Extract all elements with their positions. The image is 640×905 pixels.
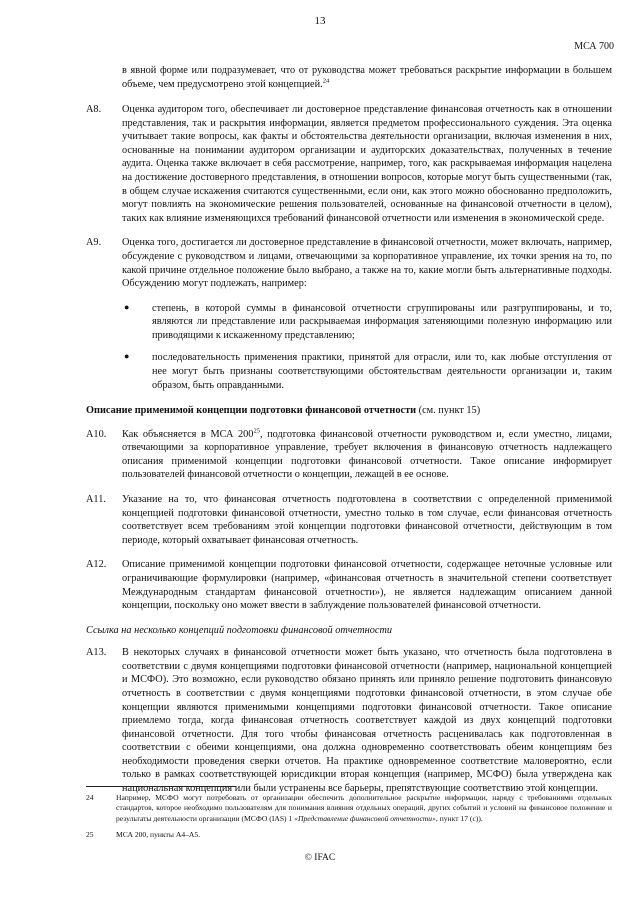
sub-heading: Ссылка на несколько концепций подготовки финансовой отчетности bbox=[86, 624, 393, 636]
paragraph-number: A12. bbox=[86, 559, 107, 571]
list-item-text: степень, в которой суммы в финансовой отчетности сгруппированы или разгруппированы, и то, являются ли представление или раскрываемая информация затеняющими полезную информацию или приводящими к искаженному представлению; bbox=[152, 302, 612, 341]
paragraph-number: A9. bbox=[86, 237, 102, 249]
document-body bbox=[86, 64, 612, 807]
list-item bbox=[122, 302, 612, 343]
footnote-25 bbox=[86, 830, 612, 840]
paragraph-a10 bbox=[86, 428, 612, 482]
paragraph-number: A13. bbox=[86, 647, 107, 659]
footnote-text: МСА 200, пункты A4–A5. bbox=[116, 829, 201, 839]
paragraph-text: Описание применимой концепции подготовки финансовой отчетности, содержащее неточные условные или ограничивающие формулировки (например, «финансовая отчетность в значительной степени соответствует Международным стандартам финансовой отчетности»), не является надлежащим описанием данной концепции, поскольку оно может ввести в заблуждение пользователей финансовой отчетности. bbox=[122, 559, 612, 612]
page-footer: © IFAC bbox=[304, 853, 336, 863]
footnote-divider bbox=[86, 786, 236, 787]
paragraph-text: Как объясняется в МСА $200^{25}$, подготовка финансовой отчетности руководством и, если уместно, лицами, отвечающими за корпоративное управление, требует включения в финансовую отчетность надлежащего описания применимой концепции подготовки финансовой отчетности. Такое описание информирует пользователей финансовой отчетности о концепции, лежащей в ее основе. bbox=[122, 427, 612, 481]
footnote-number: 25 bbox=[86, 829, 94, 839]
bullet-icon: ● bbox=[124, 301, 130, 312]
footnote-ref-25[interactable]: 25 bbox=[253, 427, 260, 435]
footnote-number: 24 bbox=[86, 793, 94, 802]
bullet-icon: ● bbox=[124, 351, 130, 362]
paragraph-a8 bbox=[86, 103, 612, 225]
document-code: МСА 700 bbox=[574, 41, 614, 52]
section-heading: Описание применимой концепции подготовки финансовой отчетности (см. пункт 15) bbox=[86, 405, 481, 417]
footnote-text: Например, МСФО могут потребовать от организации обеспечить дополнительное раскрытие информации, наряду с требованиями отдельных стандартов, которое необходимо пользователям для понимания влияния отдельных операций, других событий и условий на финансовое положение и результаты деятельности организации (МСФО (IAS) 1 «Представление финансовой отчетности», пункт 17 (c)). bbox=[116, 793, 612, 823]
paragraph-a13 bbox=[86, 646, 612, 795]
paragraph-number: A11. bbox=[86, 494, 106, 506]
list-item-text: последовательность применения практики, принятой для отрасли, или то, как любые отступления от нее могут быть признаны соответствующими обстоятельствам деятельности организации и, таким образом, быть оправданными. bbox=[152, 352, 612, 391]
paragraph-number: A10. bbox=[86, 428, 107, 440]
footnote-ref-24[interactable]: 24 bbox=[322, 77, 330, 85]
paragraph-text: В некоторых случаях в финансовой отчетности может быть указано, что отчетность была подготовлена в соответствии с двумя концепциями подготовки финансовой отчетности (например, национальной концепцией и МСФО). Это возможно, если руководство обязано принять или приняло решение подготовить финансовую отчетность в соответствии с двумя концепциями подготовки финансовой отчетности, в этом случае обе концепции являются применимыми концепциями подготовки финансовой отчетности. Такое описание приемлемо тогда, когда финансовая отчетность соответствует каждой из двух концепций подготовки финансовой отчетности. Для того чтобы финансовая отчетность расценивалась как подготовленная в соответствии с обеими концепциями, она должна одновременно соответствовать обеим концепциям без необходимости проведения сверки отчетов. На практике одновременное соответствие маловероятно, если только в рамках соответствующей юрисдикции вторая концепция (например, МСФО) была утверждена как национальная концепция или были устранены все барьеры, препятствующие соответствию этой концепции. bbox=[122, 647, 612, 795]
paragraph-text: Оценка аудитором того, обеспечивает ли достоверное представление финансовая отчетность как в отношении представления, так и раскрытия информации, является предметом профессионального суждения. Эта оценка учитывает такие вопросы, как факты и обстоятельства деятельности организации, включая изменения в них, основанные на понимании аудитором организации и аудиторских доказательствах, полученных в течение аудита. Оценка также включает в себя рассмотрение, например, того, как раскрываемая информация нацелена на достижение достоверного представления, в отношении вопросов, которые могут быть существенными (так, в общем случае искажения считаются существенными, если они, как этого можно обоснованно предположить, могут повлиять на экономические решения пользователей, основанные на финансовой отчетности в целом), таких как влияние изменяющихся требований финансовой отчетности или изменения в экономической среде. bbox=[122, 104, 612, 224]
paragraph-text: Указание на то, что финансовая отчетность подготовлена в соответствии с определенной применимой концепцией подготовки финансовой отчетности, уместно только в том случае, если финансовая отчетность соответствует всем требованиям этой концепции подготовки финансовой отчетности, действующим в том периоде, который охватывает финансовая отчетность. bbox=[122, 494, 612, 546]
paragraph-a9 bbox=[86, 236, 612, 290]
paragraph-a12 bbox=[86, 558, 612, 612]
bullet-list bbox=[122, 302, 612, 392]
paragraph-text: Оценка того, достигается ли достоверное представление в финансовой отчетности, может включать, например, обсуждение с руководством и лицами, отвечающими за корпоративное управление, их точки зрения на то, по какой причине отдельное положение было выбрано, а также на то, какие могли быть альтернативные подходы. Обсуждению могут подлежать, например: bbox=[122, 237, 612, 290]
list-item bbox=[122, 351, 612, 392]
continued-paragraph: в явной форме или подразумевает, что от руководства может требоваться раскрытие информации в большем объеме, чем предусмотрено этой концепцией.$^{24}$ bbox=[122, 65, 612, 90]
footnote-24 bbox=[86, 793, 612, 824]
paragraph-a11 bbox=[86, 493, 612, 547]
paragraph-number: A8. bbox=[86, 104, 102, 116]
footnotes bbox=[86, 786, 612, 846]
page-number: 13 bbox=[314, 15, 326, 27]
section-reference: (см. пункт 15) bbox=[416, 405, 481, 417]
